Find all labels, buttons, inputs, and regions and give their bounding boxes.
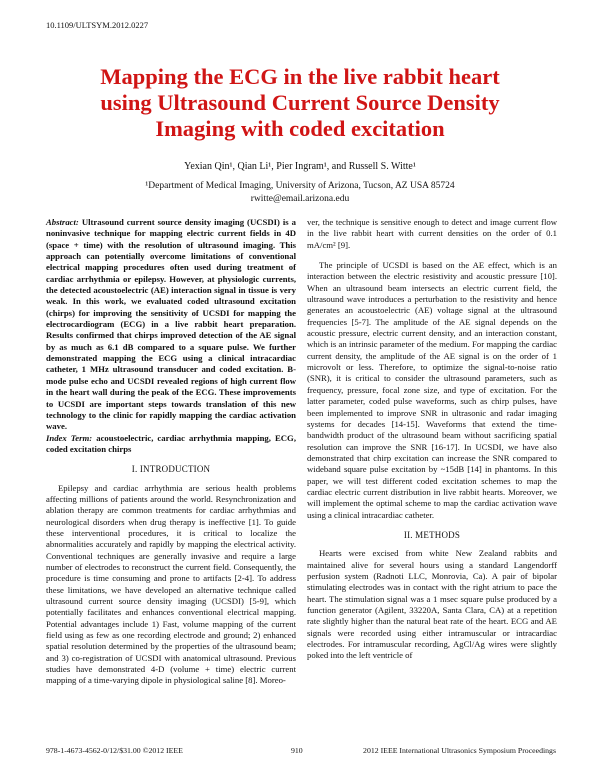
methods-heading: II. METHODS	[403, 529, 461, 540]
doi: 10.1109/ULTSYM.2012.0227	[46, 20, 149, 30]
introduction-text: Epilepsy and cardiac arrhythmia are serious health problems affecting millions of patients around the world. Resynchronization and ablation therapy are common treatments for cardiac arrhythmias and neurological disorders when drug therapy is ineffective [1]. To guide these interventional procedures, it is critical to localize the abnormalities accurately and rapidly by mapping the electrical activity. Conventional techniques are generally invasive and require a large number of electrodes to reconstruct the current field. Consequently, the procedure is time consuming and prone to artifacts [2-4]. To address these limitations, we have developed an alternative technique called ultrasound current source density imaging (UCSDI) [5-9], which potentially facilitates and enhances conventional electrical mapping. Potential advantages include 1) Fast, volume mapping of the current field using as few as one recording electrode and ground; 2) enhanced spatial resolution determined by the properties of the ultrasound beam; and 3) co-registration of UCSDI with anatomical ultrasound. Previous studies have demonstrated 4-D (volume + time) electric current mapping of a time-varying dipole in physiological saline [8]. Moreo-	[46, 482, 296, 686]
authors: Yexian Qin¹, Qian Li¹, Pier Ingram¹, and Russell S. Witte¹	[184, 161, 416, 172]
index-terms	[46, 433, 296, 456]
paper-title	[40, 64, 560, 142]
abstract-text: Ultrasound current source density imaging (UCSDI) is a noninvasive technique for mapping electric current fields in 4D (space + time) with the resolution of ultrasound imaging. This approach can potentially overcome limitations of conventional electrical mapping procedures often used during treatment of cardiac arrhythmia or epilepsy. However, at physiologic currents, the detected acoustoelectric (AE) interaction signal in tissue is very weak. In this work, we evaluated coded ultrasound excitation (chirps) for improving the sensitivity of UCSDI for mapping the electrocardiogram (ECG) in a live rabbit heart preparation. Results confirmed that chirps improved detection of the AE signal by as much as 6.1 dB compared to a square pulse. We further demonstrated mapping the ECG using a clinical intracardiac catheter, 1 MHz ultrasound transducer and coded excitation. B-mode pulse echo and UCSDI revealed regions of high current flow in the heart wall during the peak of the ECG. These improvements to UCSDI are important steps towards translation of this new technology to the clinic for rapidly mapping the cardiac activation wave.	[46, 217, 296, 432]
page-number: 910	[291, 746, 303, 755]
title-line: using Ultrasound Current Source Density	[100, 90, 500, 115]
left-column	[46, 217, 296, 687]
introduction-continued: ver, the technique is sensitive enough to detect and image current flow in the live rabbit heart with current densities on the order of 0.1 mA/cm² [9].	[307, 217, 557, 250]
index-terms-label: Index Term:	[46, 432, 93, 443]
footer-isbn: 978-1-4673-4562-0/12/$31.00 ©2012 IEEE	[46, 746, 183, 755]
methods-text: Hearts were excised from white New Zealand rabbits and maintained alive for several hours using a standard Langendorff perfusion system (Radnoti LLC, Monrovia, Ca). A pair of bipolar stimulating electrodes was in contact with the right atrium to pace the heart. The stimulation signal was a 1 msec square pulse produced by a function generator (Agilent, 33220A, Santa Clara, CA) at a repetition rate slightly higher than the natural beat rate of the heart. ECG and AE signals were recorded using either intramuscular or intracardiac electrodes. For intramuscular recording, AgCl/Ag wires were slightly poked into the left ventricle of	[307, 548, 557, 661]
principle-paragraph: The principle of UCSDI is based on the AE effect, which is an interaction between the electric resistivity and acoustic pressure [10]. When an ultrasound beam intersects an electric current field, the ultrasound wave introduces a perturbation to the resistivity and hence generates an acoustoelectric (AE) voltage signal at the ultrasound frequencies [5-7]. The amplitude of the AE signal depends on the acoustic pressure, electric current density, and an interaction constant, which is an intrinsic parameter of the medium. For mapping the cardiac current density, the amplitude of the AE signal is on the order of 1 microvolt or less. Therefore, to optimize the signal-to-noise ratio (SNR), it is critical to consider the ultrasound parameters, such as frequency, pressure, focal zone size, and type of excitation. For the latter parameter, coded pulse waveforms, such as chirp pulses, have been implemented to improve SNR in ultrasonic and radar imaging systems for decades [14-15]. Waveforms that extend the time-bandwidth product of the ultrasound beam without sacrificing spatial resolution can improve the SNR [16-17]. In UCSDI, we have also demonstrated that chirp excitation can increase the SNR compared to wideband square pulse excitation by ~15dB [14] in phantoms. In this paper, we will test different coded excitation schemes to map the cardiac electric current distribution in live rabbit hearts. Moreover, we will implement the optimal scheme to map the cardiac activation wave using a clinical intracardiac catheter.	[307, 260, 557, 520]
introduction-heading: I. INTRODUCTION	[131, 464, 211, 475]
right-column	[307, 217, 557, 662]
index-terms-text: acoustoelectric, cardiac arrhythmia mapping, ECG, coded excitation chirps	[46, 432, 296, 454]
affiliation-block	[40, 180, 560, 205]
title-line: Mapping the ECG in the live rabbit heart	[100, 64, 500, 89]
affiliation: ¹Department of Medical Imaging, University of Arizona, Tucson, AZ USA 85724	[145, 181, 455, 191]
title-line: Imaging with coded excitation	[155, 116, 445, 141]
abstract	[46, 217, 296, 433]
abstract-label: Abstract:	[46, 217, 79, 227]
email: rwitte@email.arizona.edu	[250, 193, 350, 204]
footer-proceedings: 2012 IEEE International Ultrasonics Symposium Proceedings	[363, 746, 556, 755]
